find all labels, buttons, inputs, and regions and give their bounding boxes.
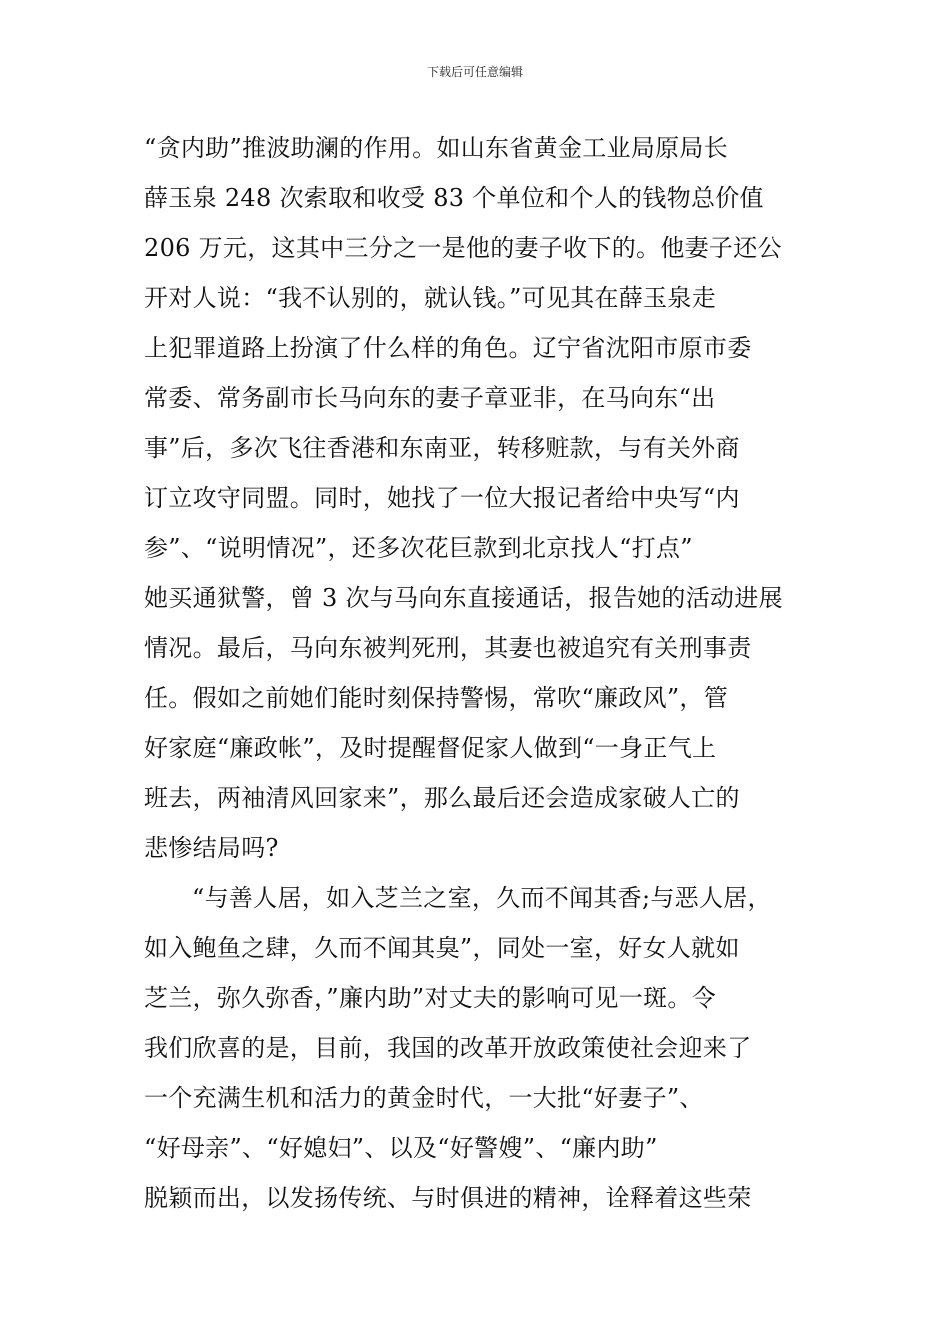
text-line: 她买通狱警，曾 3 次与马向东直接通话，报告她的活动进展: [144, 584, 783, 612]
text-line: 薛玉泉 248 次索取和收受 83 个单位和个人的钱物总价值: [144, 184, 764, 212]
text-line: 206 万元，这其中三分之一是他的妻子收下的。他妻子还公: [144, 234, 782, 262]
text-line: 芝兰，弥久弥香，”廉内助”对丈夫的影响可见一斑。令: [144, 984, 717, 1012]
text-line: 班去，两袖清风回家来”，那么最后还会造成家破人亡的: [144, 784, 740, 812]
text-line: 上犯罪道路上扮演了什么样的角色。辽宁省沈阳市原市委: [144, 334, 752, 362]
text-line: 好家庭“廉政帐”，及时提醒督促家人做到“一身正气上: [144, 734, 717, 762]
paragraph-1: [144, 123, 824, 873]
text-line: 事”后，多次飞往香港和东南亚，转移赃款，与有关外商: [144, 434, 740, 462]
text-line: 一个充满生机和活力的黄金时代，一大批“好妻子”、: [144, 1084, 704, 1112]
text-line: 脱颖而出，以发扬传统、与时俱进的精神，诠释着这些荣: [144, 1184, 752, 1212]
text-line: 参”、“说明情况”，还多次花巨款到北京找人“打点”: [144, 534, 693, 562]
text-line: 开对人说：“我不认别的，就认钱。”可见其在薛玉泉走: [144, 284, 717, 312]
text-line: 订立攻守同盟。同时，她找了一位大报记者给中央写“内: [144, 484, 740, 512]
page-header: 下载后可任意编辑: [426, 65, 523, 79]
paragraph-2: [144, 873, 824, 1223]
document-body: [144, 123, 824, 1223]
text-line: 如入鲍鱼之肆，久而不闻其臭”，同处一室，好女人就如: [144, 934, 740, 962]
text-line: “贪内助”推波助澜的作用。如山东省黄金工业局原局长: [144, 134, 729, 162]
text-line: “好母亲”、“好媳妇”、以及“好警嫂”、“廉内助”: [144, 1134, 658, 1162]
text-line: 情况。最后，马向东被判死刑，其妻也被追究有关刑事责: [144, 634, 752, 662]
text-line: 我们欣喜的是，目前，我国的改革开放政策使社会迎来了: [144, 1034, 752, 1062]
text-line: 任。假如之前她们能时刻保持警惕，常吹“廉政风”，管: [144, 684, 729, 712]
text-line: 悲惨结局吗?: [144, 834, 279, 862]
text-line-first-indented: “与善人居，如入芝兰之室，久而不闻其香;与恶人居，: [192, 884, 772, 912]
text-line: 常委、常务副市长马向东的妻子章亚非，在马向东“出: [144, 384, 716, 412]
